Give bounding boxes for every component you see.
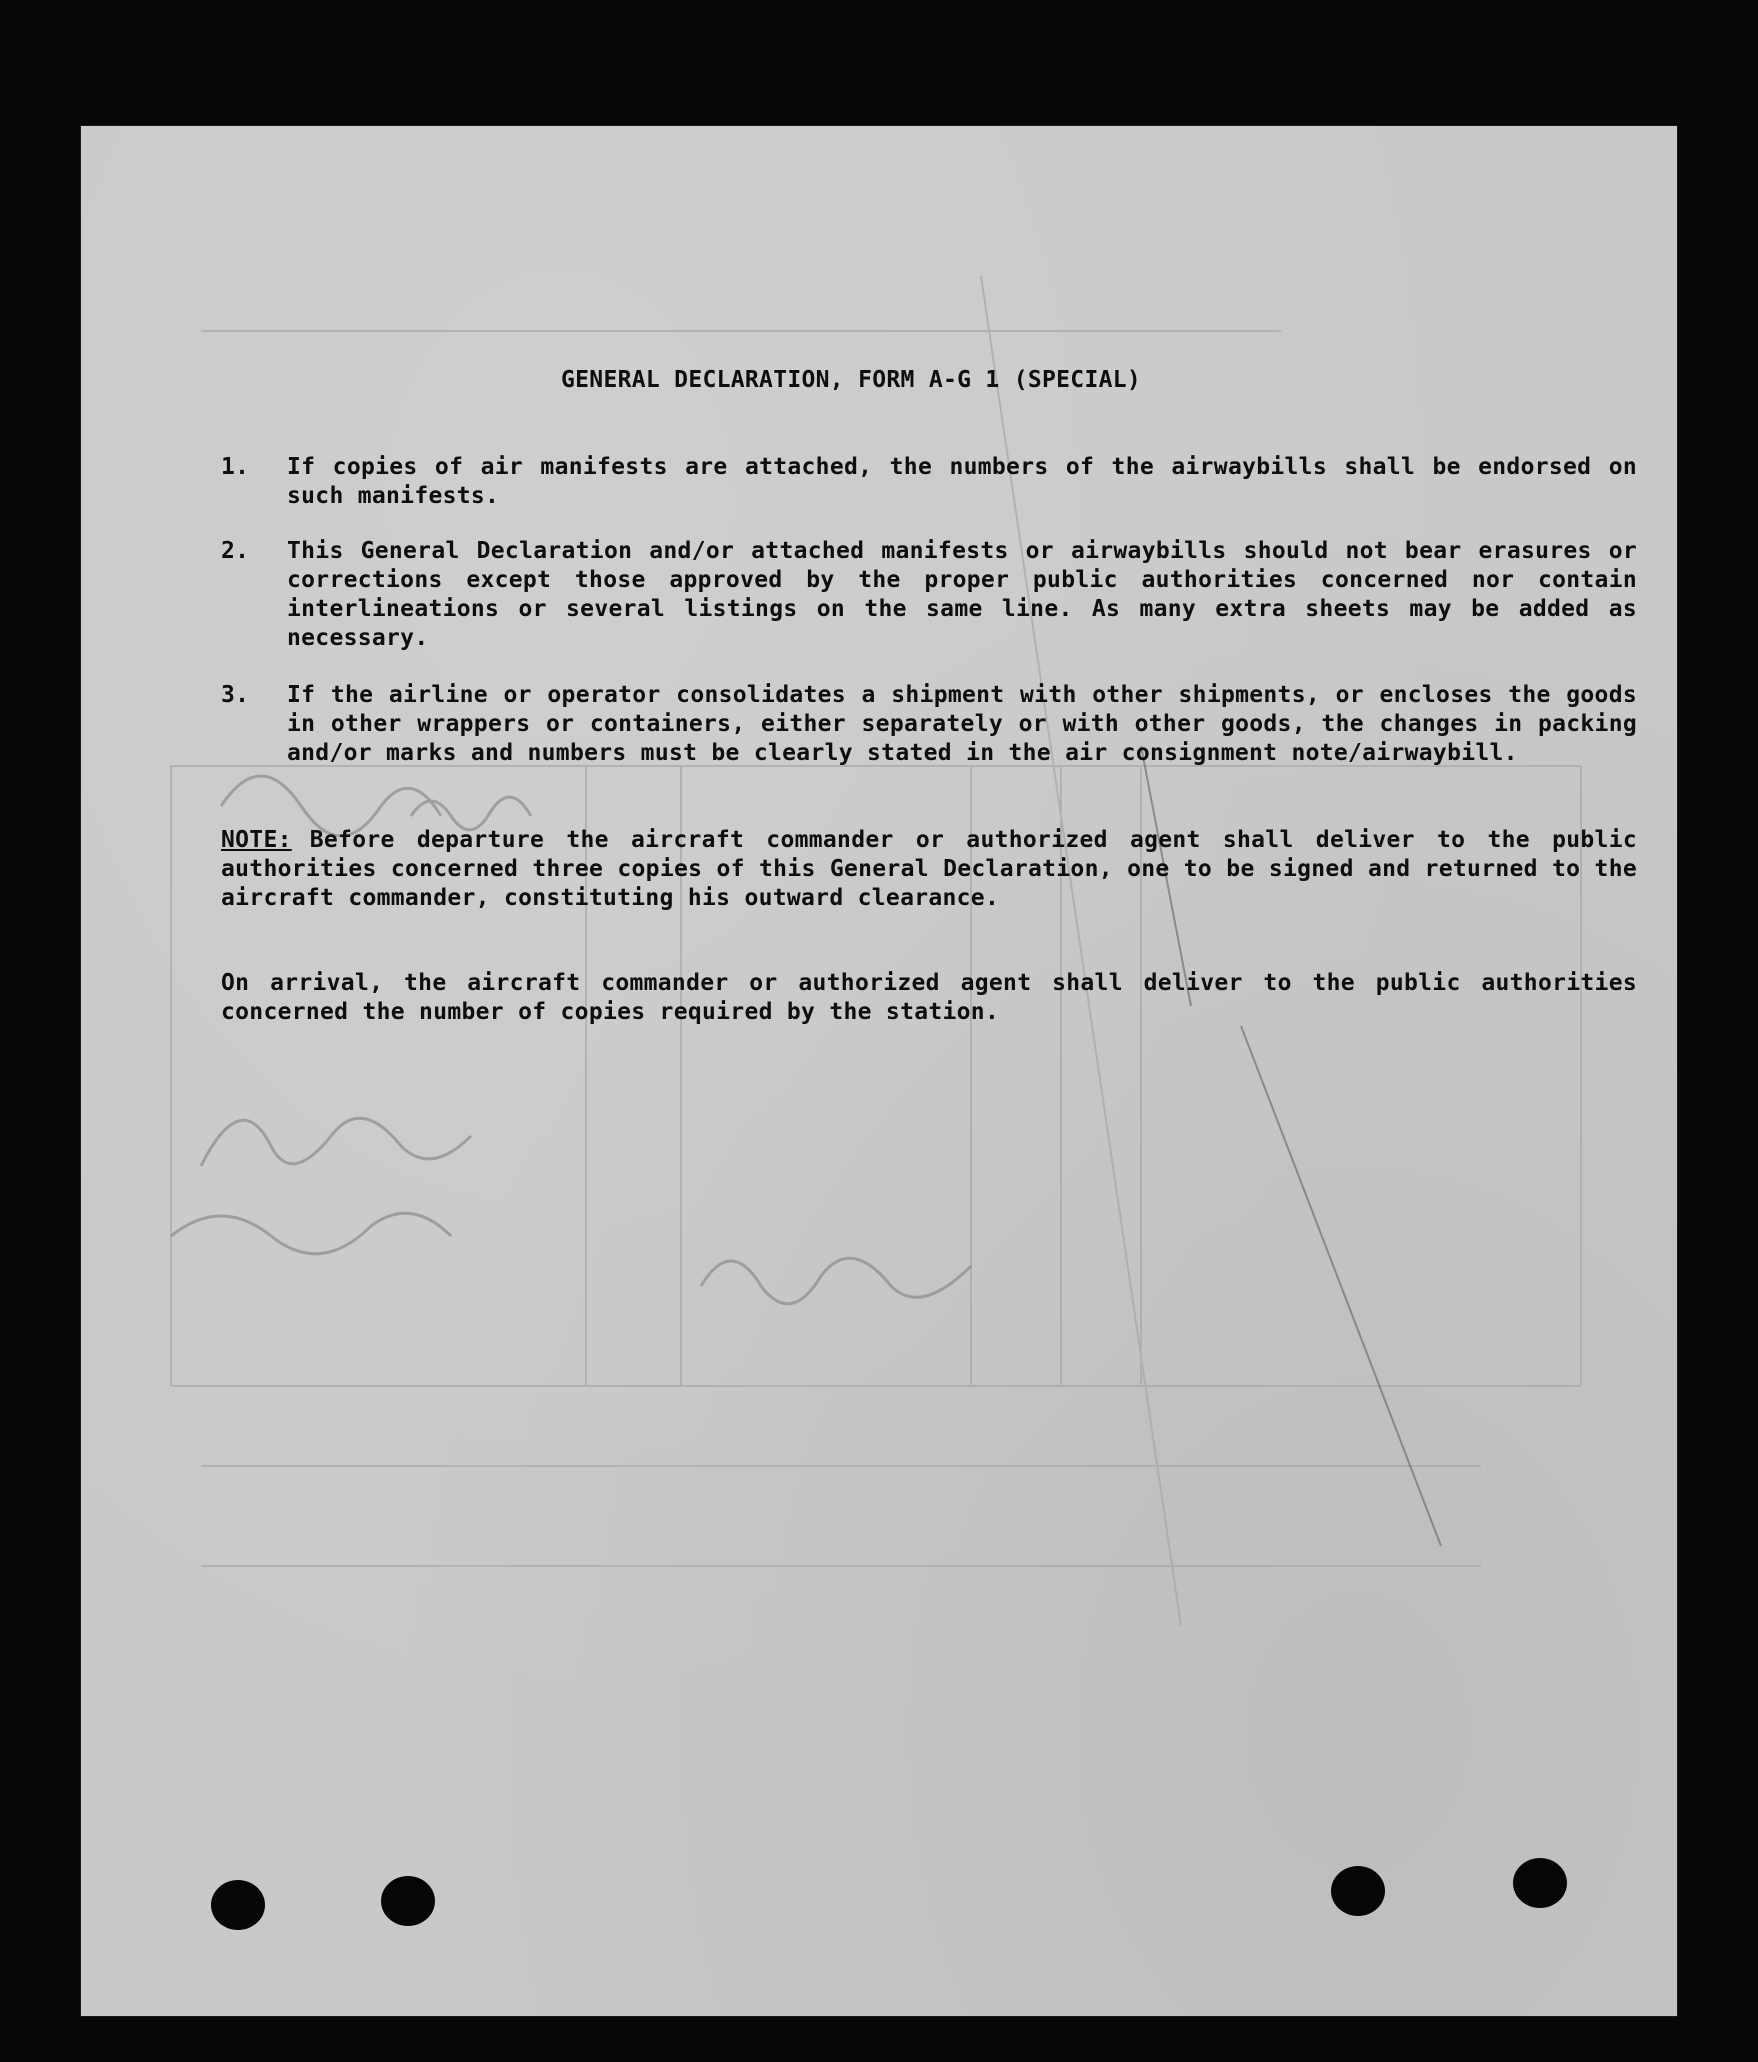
arrival-paragraph: On arrival, the aircraft commander or authorized agent shall deliver to the public authorities concerned the number of copies required by the station.: [221, 970, 1637, 1025]
list-item: [221, 453, 1641, 513]
punch-hole: [381, 1876, 435, 1926]
document-title: GENERAL DECLARATION, FORM A-G 1 (SPECIAL): [561, 367, 1142, 393]
item-text: If the airline or operator consolidates a shipment with other shipments, or encloses the goods in other wrappers or containers, either separately or with other goods, the changes in packing and/or marks and numbers must be clearly stated in the air consignment note/airwaybill.: [287, 682, 1637, 766]
punch-hole: [1513, 1858, 1567, 1908]
item-text: This General Declaration and/or attached manifests or airwaybills should not bear erasures or corrections except those approved by the proper public authorities concerned nor contain interlineations or several listings on the same line. As many extra sheets may be added as necessary.: [287, 538, 1637, 651]
bleed-through-marks: [81, 126, 1677, 2016]
note-text: Before departure the aircraft commander or authorized agent shall deliver to the public authorities concerned three copies of this General Declaration, one to be signed and returned to the aircraft commander, constituting his outward clearance.: [221, 827, 1637, 911]
document-page: [81, 126, 1677, 2016]
note-paragraph: [221, 826, 1637, 913]
note-label: NOTE:: [221, 827, 292, 853]
item-number: 1.: [221, 454, 250, 480]
list-item: [221, 681, 1641, 797]
item-text: If copies of air manifests are attached, the numbers of the airwaybills shall be endorsed on such manifests.: [287, 454, 1637, 509]
list-item: [221, 537, 1641, 653]
punch-hole: [211, 1880, 265, 1930]
item-number: 3.: [221, 682, 250, 708]
item-number: 2.: [221, 538, 250, 564]
punch-hole: [1331, 1866, 1385, 1916]
